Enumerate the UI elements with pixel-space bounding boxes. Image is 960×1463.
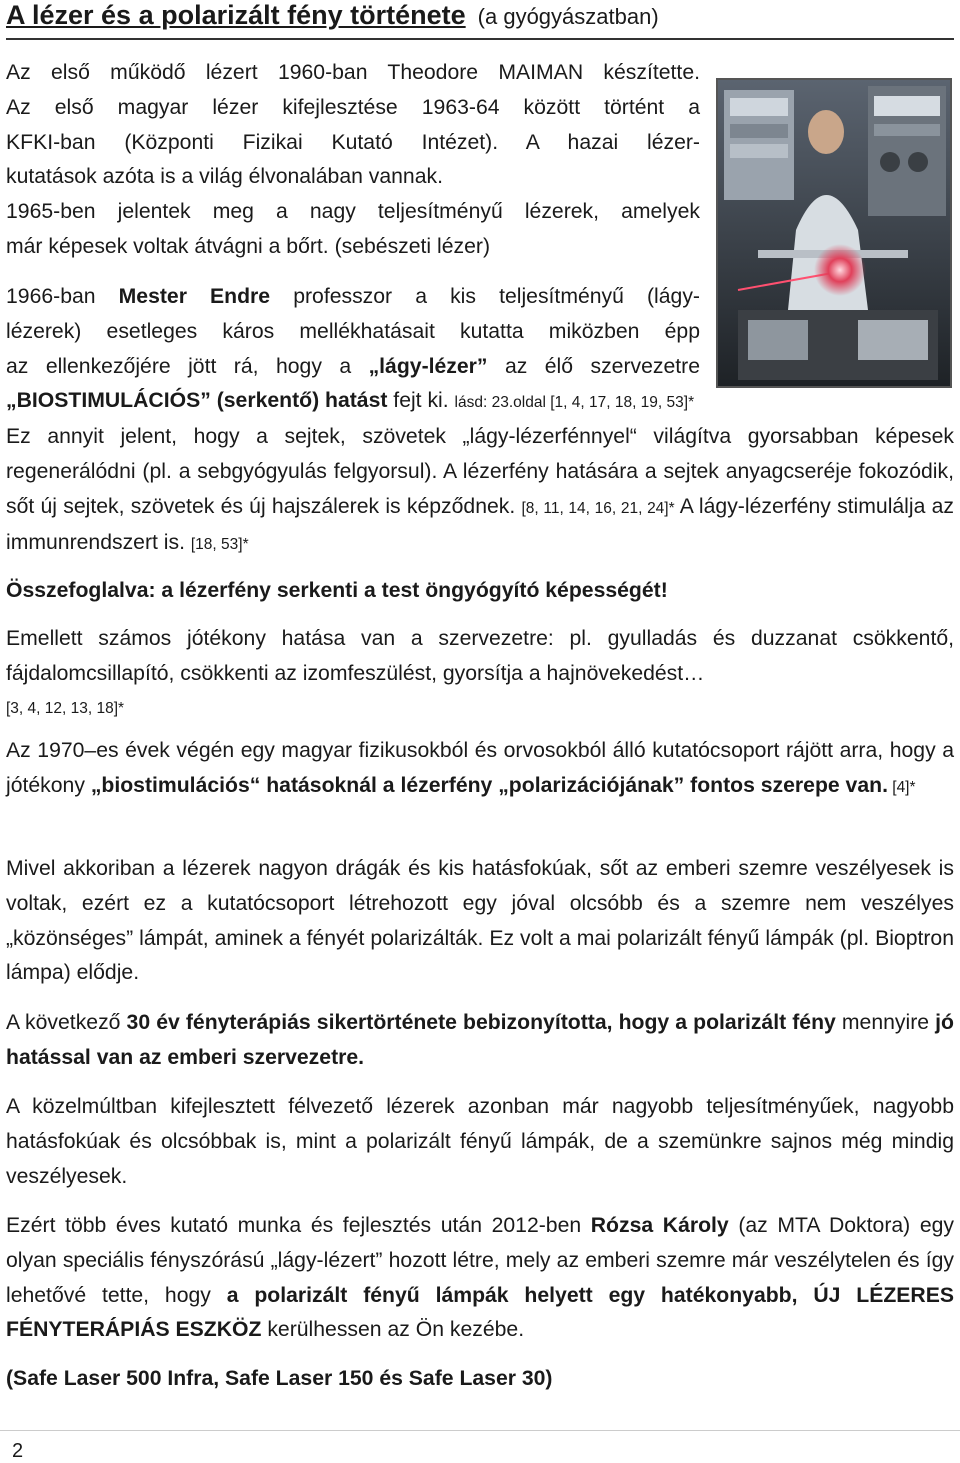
polarization-statement: „biostimulációs“ hatásoknál a lézerfény „polarizációjának” fontos szerepe van. (90, 773, 888, 797)
page-number: 2 (12, 1440, 24, 1462)
reference: [18, 53]* (190, 536, 249, 554)
text-line: KFKI-ban (Központi Fizikai Kutató Intézet). A hazai lézer- (6, 130, 700, 154)
device-statement: a polarizált fényű lámpák helyett egy hatékonyabb, ÚJ LÉZERES FÉNYTERÁPIÁS ESZKÖZ (6, 1283, 954, 1342)
text-line: lézerek) esetleges káros mellékhatásait kutatta miközben épp (6, 319, 700, 343)
text-line: Az első működő lézert 1960-ban Theodore MAIMAN készítette. (6, 61, 700, 84)
footer-divider (0, 1430, 960, 1431)
person-name: Mester Endre (118, 285, 271, 308)
text-line: már képesek voltak átvágni a bőrt. (sebészeti lézer) (6, 234, 491, 258)
title-divider (6, 38, 954, 40)
page-title: A lézer és a polarizált fény története (6, 0, 466, 30)
reference: lásd: 23.oldal [1, 4, 17, 18, 19, 53]* (454, 394, 695, 411)
product-list: (Safe Laser 500 Infra, Safe Laser 150 és Safe Laser 30) (6, 1367, 553, 1390)
paragraph-semiconductor: A közelmúltban kifejlesztett félvezető lézerek azonban már nagyobb teljesítményűek, nagyobb hatásfokúak és olcsóbbak is, mint a polarizált fényű lámpák, de a szemünkre sajnos még mindig veszélyesek. (6, 1095, 954, 1188)
biostim-term: „BIOSTIMULÁCIÓS” (serkentő) hatást (6, 389, 388, 412)
paragraph-lamps: Mivel akkoriban a lézerek nagyon drágák és kis hatásfokúak, sőt az emberi szemre veszélyesek is voltak, ezért ez a kutatócsoport létrehozott egy jóval olcsóbb és a szemre nem veszélyes „közönséges” lámpát, aminek a fényét polarizálták. Ez volt a mai polarizált fényű lámpák (pl. Bioptron lámpa) elődje. (6, 857, 954, 985)
paragraph-30-years: A következő 30 év fényterápiás sikertörténete bebizonyította, hogy a polarizált fény mennyire jó hatással van az emberi szervezetre. (6, 1011, 954, 1069)
effect-statement: jó hatással van az emberi szervezetre. (6, 1011, 954, 1069)
paragraph-regeneration: Ez annyit jelent, hogy a sejtek, szövetek „lágy-lézerfénnyel“ világítva gyorsabban képesek regenerálódni (pl. a sebgyógyulás felgyorsul). A lézerfény hatására a sejtek anyagcseréje fokozódik, sőt új sejtek, szövetek és új hajszálerek is képződnek. [8, 11, 14, 16, 21, 24]* A lágy-lézerfény stimulálja az immunrendszert is. [18, 53]* (6, 425, 954, 555)
text-line: 1966-ban Mester Endre professzor a kis teljesítményű (lágy- (6, 285, 700, 308)
text-line: az ellenkezőjére jött rá, hogy a „lágy-lézer” az élő szervezetre (6, 354, 700, 378)
page-subtitle: (a gyógyászatban) (477, 4, 659, 29)
paragraph-1970s: Az 1970–es évek végén egy magyar fizikusokból és orvosokból álló kutatócsoport rájött arra, hogy a jótékony „biostimulációs“ hatásoknál a lézerfény „polarizációjának” fontos szerepe van. [4]* (6, 739, 954, 797)
reference: [4]* (887, 778, 916, 796)
soft-laser-term: „lágy-lézer” (368, 354, 488, 378)
paragraph-history (6, 56, 700, 265)
photo-illustration (718, 80, 950, 386)
text-line: Az első magyar lézer kifejlesztése 1963-64 között történt a (6, 95, 700, 119)
reference: [3, 4, 12, 13, 18]* (6, 699, 125, 717)
text-line: 1965-ben jelentek meg a nagy teljesítményű lézerek, amelyek (6, 200, 700, 224)
text-line: kutatások azóta is a világ élvonalában vannak. (6, 165, 443, 189)
paragraph-mester (6, 280, 700, 384)
paragraph-rozsa: Ezért több éves kutató munka és fejlesztés után 2012-ben Rózsa Károly (az MTA Doktora) egy olyan speciális fényszórású „lágy-lézert” hozott létre, mely az emberi szemre már veszélytelen és így lehetővé tette, hogy a polarizált fényű lámpák helyett egy hatékonyabb, ÚJ LÉZERES FÉNYTERÁPIÁS ESZKÖZ kerülhessen az Ön kezébe. (6, 1214, 954, 1342)
reference: [8, 11, 14, 16, 21, 24]* (521, 499, 675, 517)
title-line (6, 0, 954, 34)
success-statement: 30 év fényterápiás sikertörténete bebizonyította, hogy a polarizált fény (126, 1011, 836, 1034)
person-name: Rózsa Károly (590, 1214, 729, 1237)
paragraph-benefits: Emellett számos jótékony hatása van a szervezetre: pl. gyulladás és duzzanat csökkentő, fájdalomcsillapító, csökkenti az izomfeszülést, gyorsítja a hajnövekedést… [3, 4, 12, 13, 18]* (6, 622, 954, 726)
summary-heading: Összefoglalva: a lézerfény serkenti a test öngyógyító képességét! (6, 579, 668, 602)
biostim-line: „BIOSTIMULÁCIÓS” (serkentő) hatást fejt ki. lásd: 23.oldal [1, 4, 17, 18, 19, 53]* (6, 389, 695, 412)
laboratory-photo (716, 78, 952, 388)
